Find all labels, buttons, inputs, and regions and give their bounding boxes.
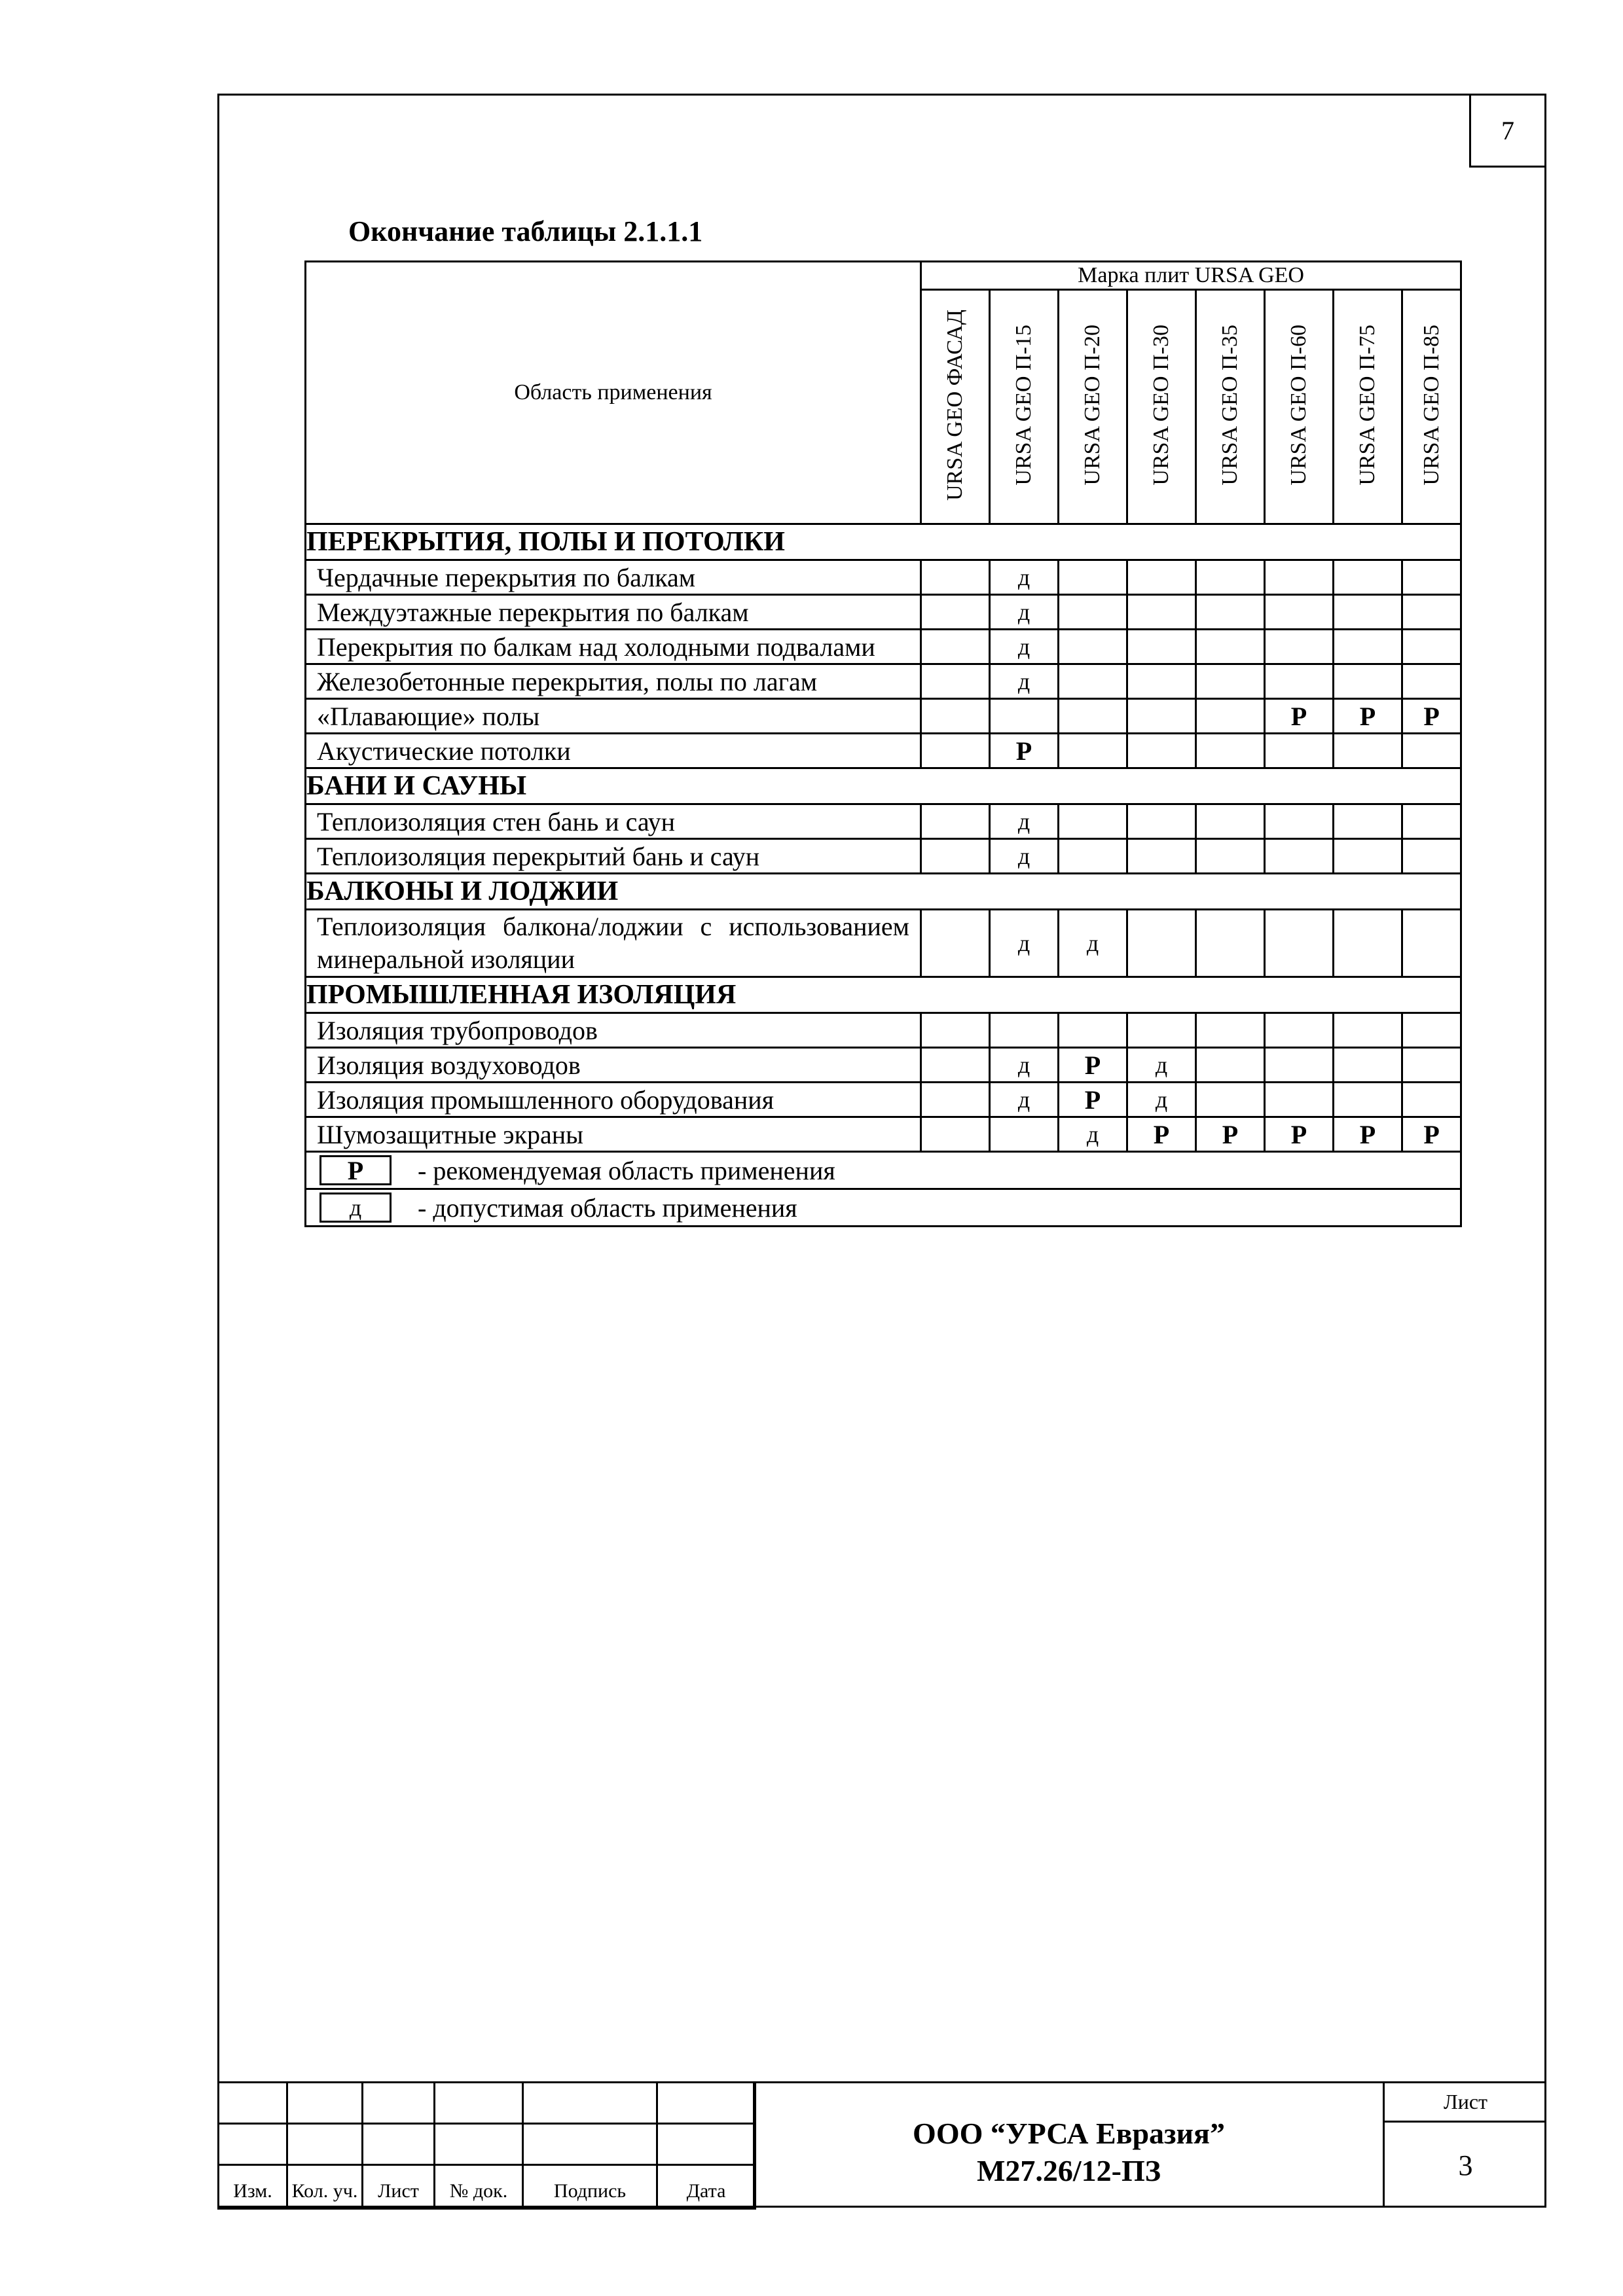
column-header	[1402, 290, 1461, 524]
table-cell: Р	[1196, 1117, 1265, 1152]
table-cell	[921, 1117, 990, 1152]
revision-column-label: № док.	[435, 2165, 523, 2209]
table-cell	[1265, 560, 1334, 595]
table-cell	[921, 1048, 990, 1083]
table-cell	[1059, 664, 1127, 699]
table-cell	[1334, 560, 1402, 595]
table-cell: Р	[1334, 1117, 1402, 1152]
table-cell: Р	[1127, 1117, 1196, 1152]
table-cell	[1127, 1013, 1196, 1048]
title-block	[217, 2081, 1546, 2208]
table-cell	[1402, 595, 1461, 630]
table-cell	[1059, 595, 1127, 630]
table-cell	[1402, 734, 1461, 768]
sheet-box	[1383, 2081, 1546, 2208]
table-cell	[1265, 910, 1334, 977]
column-header-label: URSA GEO ФАСАД	[943, 309, 968, 501]
table-cell	[921, 699, 990, 734]
column-header	[1059, 290, 1127, 524]
table-cell: д	[990, 630, 1059, 664]
table-cell	[921, 734, 990, 768]
table-cell: Р	[1334, 699, 1402, 734]
table-cell: Р	[1402, 1117, 1461, 1152]
table-cell	[921, 664, 990, 699]
area-header: Область применения	[306, 262, 921, 524]
table-cell	[1334, 1083, 1402, 1117]
sheet-number: 3	[1383, 2123, 1546, 2208]
table-cell	[921, 1083, 990, 1117]
table-cell	[1265, 804, 1334, 839]
column-header-label: URSA GEO П-75	[1355, 325, 1380, 486]
table-cell	[1334, 910, 1402, 977]
table-cell: д	[990, 1048, 1059, 1083]
column-header	[1196, 290, 1265, 524]
table-cell	[921, 804, 990, 839]
table-cell	[1059, 804, 1127, 839]
table-cell	[1127, 560, 1196, 595]
table-cell	[1127, 664, 1196, 699]
column-header-label: URSA GEO П-60	[1286, 325, 1311, 486]
table-cell: Р	[1402, 699, 1461, 734]
revision-grid	[217, 2081, 756, 2210]
table-cell	[1265, 664, 1334, 699]
table-cell	[1196, 699, 1265, 734]
table-row	[306, 1048, 1461, 1083]
section-row	[306, 768, 1461, 804]
table-cell	[1265, 595, 1334, 630]
column-header-label: URSA GEO П-35	[1218, 325, 1243, 486]
table-cell	[1402, 664, 1461, 699]
column-header	[990, 290, 1059, 524]
table-cell	[1402, 804, 1461, 839]
table-cell	[1265, 630, 1334, 664]
row-label: Изоляция воздуховодов	[306, 1048, 921, 1083]
table-cell: Р	[990, 734, 1059, 768]
table-cell	[1127, 734, 1196, 768]
table-row	[306, 595, 1461, 630]
table-cell	[1402, 839, 1461, 874]
table-cell: д	[990, 595, 1059, 630]
table-row	[306, 1117, 1461, 1152]
column-header	[921, 290, 990, 524]
table-cell: д	[990, 560, 1059, 595]
table-cell: д	[990, 839, 1059, 874]
table-cell	[1265, 1083, 1334, 1117]
table-cell	[1127, 595, 1196, 630]
row-label: Акустические потолки	[306, 734, 921, 768]
table-cell	[990, 699, 1059, 734]
table-cell	[921, 630, 990, 664]
table-cell: д	[990, 664, 1059, 699]
revision-column-label: Кол. уч.	[287, 2165, 363, 2209]
table-cell	[1059, 1013, 1127, 1048]
table-cell	[921, 595, 990, 630]
table-cell	[1265, 839, 1334, 874]
table-cell	[1402, 1013, 1461, 1048]
table-cell	[1402, 630, 1461, 664]
table-cell	[990, 1117, 1059, 1152]
legend-row	[306, 1152, 1461, 1189]
sheet-label: Лист	[1383, 2081, 1546, 2123]
row-label: Перекрытия по балкам над холодными подвалами	[306, 630, 921, 664]
row-label: «Плавающие» полы	[306, 699, 921, 734]
table-cell	[1127, 699, 1196, 734]
revision-column-label: Подпись	[523, 2165, 657, 2209]
section-row	[306, 874, 1461, 910]
row-label: Изоляция промышленного оборудования	[306, 1083, 921, 1117]
table-cell	[1265, 1013, 1334, 1048]
section-title: БАНИ И САУНЫ	[306, 768, 1461, 804]
section-row	[306, 524, 1461, 560]
row-label: Чердачные перекрытия по балкам	[306, 560, 921, 595]
table-cell	[1196, 664, 1265, 699]
revision-column-label: Лист	[363, 2165, 435, 2209]
table-cell: д	[990, 1083, 1059, 1117]
column-header	[1127, 290, 1196, 524]
legend-text: - допустимая область применения	[418, 1193, 797, 1223]
table-cell: д	[990, 910, 1059, 977]
table-cell	[1196, 734, 1265, 768]
row-label: Междуэтажные перекрытия по балкам	[306, 595, 921, 630]
table-cell	[1402, 1048, 1461, 1083]
table-cell: Р	[1059, 1048, 1127, 1083]
table-row	[306, 839, 1461, 874]
table-cell	[1059, 560, 1127, 595]
table-cell	[1127, 804, 1196, 839]
table-cell	[1334, 734, 1402, 768]
table-cell	[1059, 734, 1127, 768]
row-label: Железобетонные перекрытия, полы по лагам	[306, 664, 921, 699]
table-cell	[1196, 1013, 1265, 1048]
legend-mark: д	[319, 1193, 392, 1223]
table-cell	[1334, 839, 1402, 874]
table-cell	[1402, 910, 1461, 977]
column-header-label: URSA GEO П-20	[1080, 325, 1105, 486]
table-cell	[1402, 1083, 1461, 1117]
table-cell: д	[1127, 1083, 1196, 1117]
table-cell	[1334, 595, 1402, 630]
company-name: ООО “УРСА Евразия”	[913, 2116, 1225, 2150]
row-label: Теплоизоляция перекрытий бань и саун	[306, 839, 921, 874]
table-cell	[1196, 560, 1265, 595]
table-cell	[1265, 1048, 1334, 1083]
table-cell	[1402, 560, 1461, 595]
table-cell	[1127, 839, 1196, 874]
table-caption: Окончание таблицы 2.1.1.1	[348, 215, 703, 247]
page-number: 7	[1469, 96, 1544, 168]
table-cell	[1127, 910, 1196, 977]
legend-mark: Р	[319, 1155, 392, 1185]
table-cell	[1196, 839, 1265, 874]
table-cell	[1059, 839, 1127, 874]
row-label: Теплоизоляция балкона/лоджии с использованием минеральной изоляции	[306, 910, 921, 977]
column-header-label: URSA GEO П-85	[1419, 325, 1444, 486]
table-cell: д	[1059, 910, 1127, 977]
document-title	[753, 2081, 1385, 2208]
table-cell	[1059, 699, 1127, 734]
table-cell	[921, 1013, 990, 1048]
table-cell	[1334, 630, 1402, 664]
table-cell	[1334, 1013, 1402, 1048]
section-title: БАЛКОНЫ И ЛОДЖИИ	[306, 874, 1461, 910]
table-cell: д	[1127, 1048, 1196, 1083]
table-row	[306, 734, 1461, 768]
table-row	[306, 1083, 1461, 1117]
table-row	[306, 630, 1461, 664]
table-row	[306, 910, 1461, 977]
table-cell	[1265, 734, 1334, 768]
table-cell: Р	[1265, 1117, 1334, 1152]
table-cell	[990, 1013, 1059, 1048]
table-cell	[1334, 804, 1402, 839]
column-header	[1265, 290, 1334, 524]
table-cell	[1196, 595, 1265, 630]
table-row	[306, 804, 1461, 839]
document-code: М27.26/12-ПЗ	[976, 2154, 1161, 2187]
table-cell	[1334, 1048, 1402, 1083]
legend-text: - рекомендуемая область применения	[418, 1155, 835, 1185]
table-cell	[1059, 630, 1127, 664]
column-header-label: URSA GEO П-30	[1149, 325, 1174, 486]
row-label: Изоляция трубопроводов	[306, 1013, 921, 1048]
revision-column-label: Изм.	[219, 2165, 287, 2209]
section-title: ПЕРЕКРЫТИЯ, ПОЛЫ И ПОТОЛКИ	[306, 524, 1461, 560]
table-row	[306, 664, 1461, 699]
table-cell	[921, 560, 990, 595]
marka-header: Марка плит URSA GEO	[921, 262, 1461, 290]
table-cell	[1196, 630, 1265, 664]
table-row	[306, 560, 1461, 595]
revision-column-label: Дата	[657, 2165, 756, 2209]
table-cell	[1196, 910, 1265, 977]
table-cell: Р	[1265, 699, 1334, 734]
column-header	[1334, 290, 1402, 524]
table-cell	[1196, 804, 1265, 839]
table-cell	[1196, 1083, 1265, 1117]
table-cell	[1127, 630, 1196, 664]
table-cell: д	[1059, 1117, 1127, 1152]
section-row	[306, 977, 1461, 1013]
table-cell	[921, 839, 990, 874]
column-header-label: URSA GEO П-15	[1012, 325, 1036, 486]
table-row	[306, 699, 1461, 734]
table-cell	[1334, 664, 1402, 699]
table-cell: д	[990, 804, 1059, 839]
table-row	[306, 1013, 1461, 1048]
row-label: Теплоизоляция стен бань и саун	[306, 804, 921, 839]
application-table	[304, 260, 1462, 1227]
table-cell	[1196, 1048, 1265, 1083]
legend-row	[306, 1189, 1461, 1227]
table-cell: Р	[1059, 1083, 1127, 1117]
table-cell	[921, 910, 990, 977]
section-title: ПРОМЫШЛЕННАЯ ИЗОЛЯЦИЯ	[306, 977, 1461, 1013]
row-label: Шумозащитные экраны	[306, 1117, 921, 1152]
